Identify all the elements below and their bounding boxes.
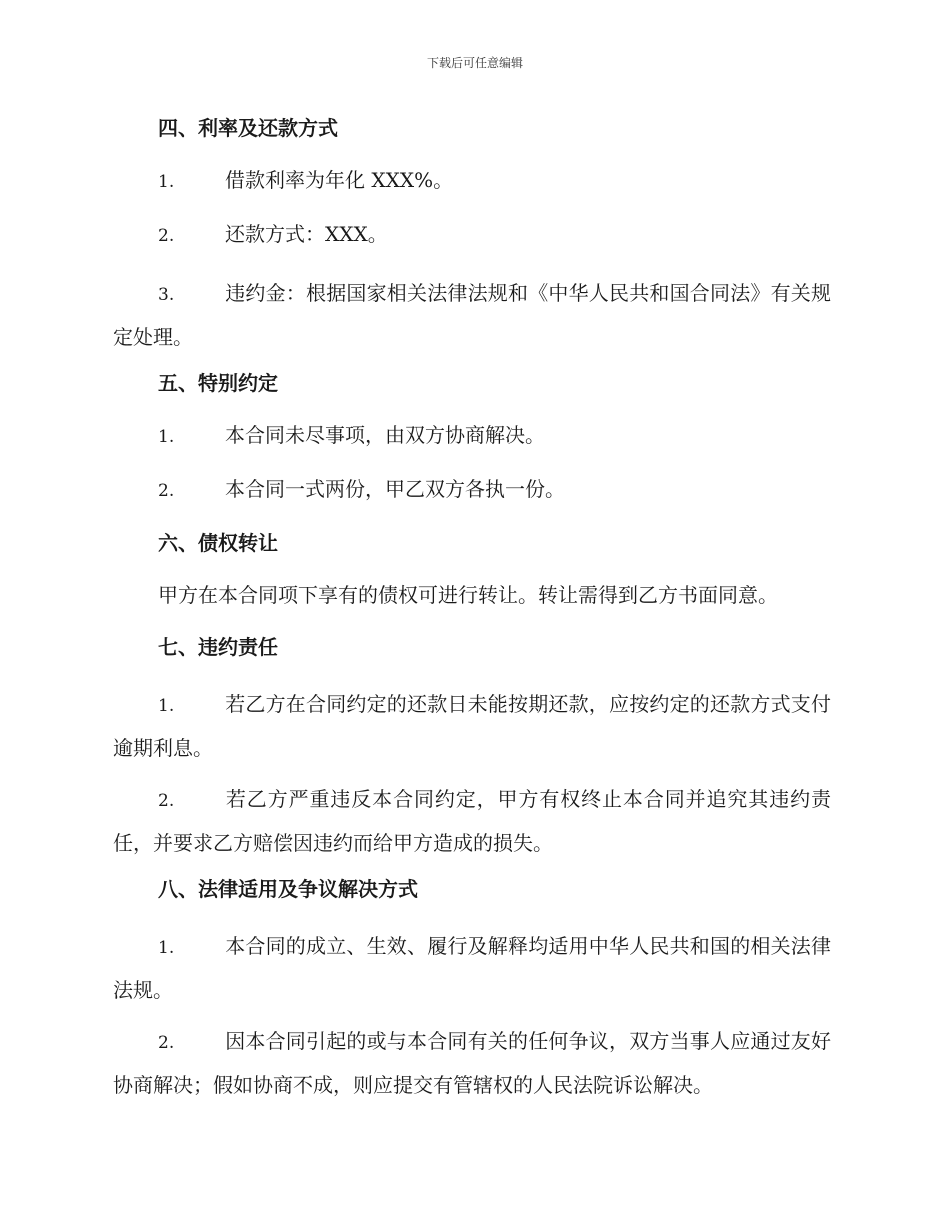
clause-number: 3. (158, 285, 175, 305)
clause-8-1 (113, 925, 831, 1011)
clause-7-2 (113, 778, 831, 864)
clause-text: 本合同的成立、生效、履行及解释均适用中华人民共和国的相关法律法规。 (113, 934, 831, 1002)
section-heading-4: 四、利率及还款方式 (158, 116, 338, 140)
clause-number: 1. (158, 427, 175, 447)
clause-number: 2. (158, 791, 175, 811)
clause-text: 若乙方在合同约定的还款日未能按期还款，应按约定的还款方式支付逾期利息。 (113, 692, 831, 760)
clause-text: 若乙方严重违反本合同约定，甲方有权终止本合同并追究其违约责任，并要求乙方赔偿因违约而给甲方造成的损失。 (113, 787, 831, 855)
section-heading-8: 八、法律适用及争议解决方式 (158, 877, 418, 901)
clause-number: 1. (158, 172, 175, 192)
clause-text: 违约金：根据国家相关法律法规和《中华人民共和国合同法》有关规定处理。 (113, 281, 831, 349)
clause-8-2 (113, 1020, 831, 1106)
clause-number: 2. (158, 226, 175, 246)
clause-text: 借款利率为年化 XXX%。 (225, 168, 454, 192)
clause-number: 1. (158, 938, 175, 958)
section-heading-6: 六、债权转让 (158, 531, 278, 555)
clause-text: 本合同未尽事项，由双方协商解决。 (225, 423, 545, 447)
clause-5-2 (113, 473, 831, 507)
clause-7-1 (113, 683, 831, 769)
clause-number: 2. (158, 1033, 175, 1053)
clause-text: 因本合同引起的或与本合同有关的任何争议，双方当事人应通过友好协商解决；假如协商不成，则应提交有管辖权的人民法院诉讼解决。 (113, 1029, 831, 1097)
clause-4-1 (113, 164, 831, 198)
section-heading-5: 五、特别约定 (158, 371, 278, 395)
clause-number: 1. (158, 696, 175, 716)
section-heading-7: 七、违约责任 (158, 635, 278, 659)
document-body (113, 112, 831, 1115)
clause-5-1 (113, 419, 831, 453)
clause-text: 还款方式：XXX。 (225, 222, 388, 246)
clause-4-3 (113, 272, 831, 358)
clause-text: 本合同一式两份，甲乙双方各执一份。 (225, 477, 565, 501)
clause-4-2 (113, 218, 831, 252)
clause-number: 2. (158, 481, 175, 501)
header-note: 下载后可任意编辑 (426, 56, 523, 70)
section-6-paragraph: 甲方在本合同项下享有的债权可进行转让。转让需得到乙方书面同意。 (158, 583, 778, 607)
